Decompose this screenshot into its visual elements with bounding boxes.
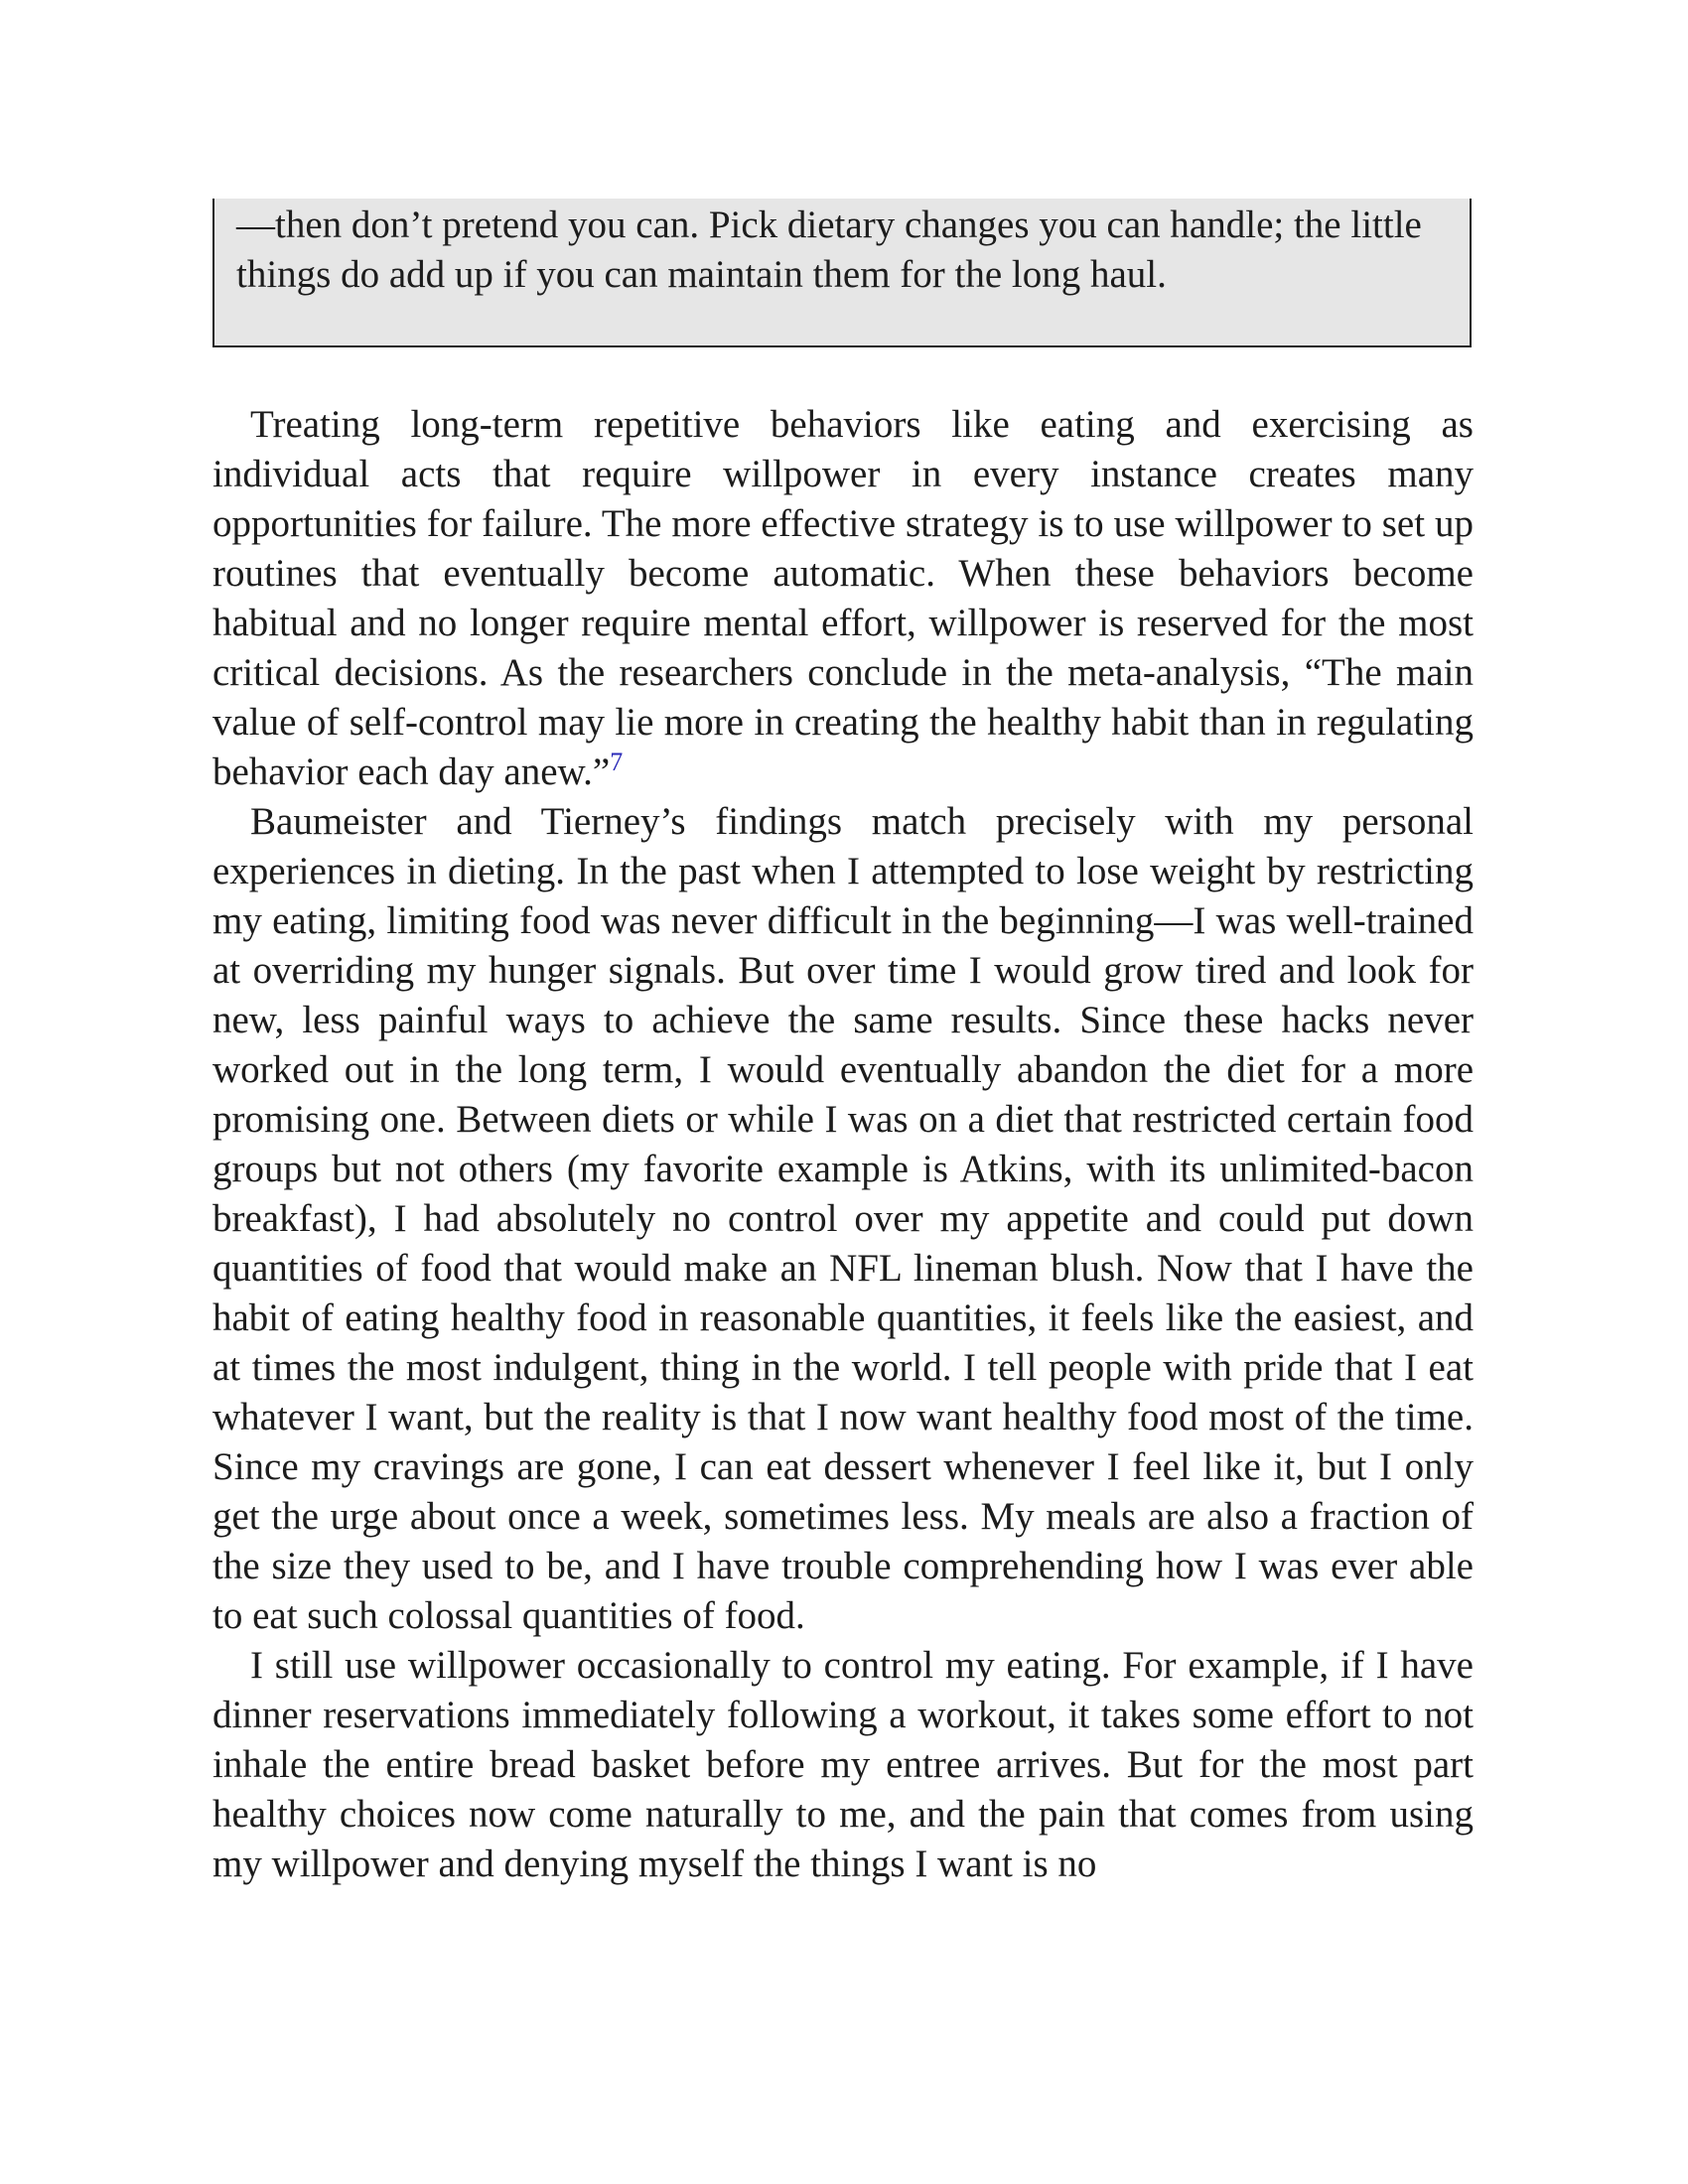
paragraph-2: Baumeister and Tierney’s findings match precisely with my personal experiences in dieting. In the past when I attempted to lose weight by restricting my eating, limiting food was never difficult in the beginning—I was well-trained at overriding my hunger signals. But over time I would grow tired and look for new, less painful ways to achieve the same results. Since these hacks never worked out in the long term, I would eventually abandon the diet for a more promising one. Between diets or while I was on a diet that restricted certain food groups but not others (my favorite example is Atkins, with its unlimited-bacon breakfast), I had absolutely no control over my appetite and could put down quantities of food that would make an NFL lineman blush. Now that I have the habit of eating healthy food in reasonable quantities, it feels like the easiest, and at times the most indulgent, thing in the world. I tell people with pride that I eat whatever I want, but the reality is that I now want healthy food most of the time. Since my cravings are gone, I can eat dessert whenever I feel like it, but I only get the urge about once a week, sometimes less. My meals are also a fraction of the size they used to be, and I have trouble comprehending how I was ever able to eat such colossal quantities of food. <box>212 800 1474 1637</box>
footnote-link-7[interactable]: 7 <box>610 748 624 776</box>
tip-box <box>212 199 1472 347</box>
body-text <box>212 400 1474 1889</box>
paragraph-1-text: Treating long-term repetitive behaviors like eating and exercising as individual acts that require willpower in every instance creates many opportunities for failure. The more effective strategy is to use willpower to set up routines that eventually become automatic. When these behaviors become habitual and no longer require mental effort, willpower is reserved for the most critical decisions. As the researchers conclude in the meta-analysis, “The main value of self-control may lie more in creating the healthy habit than in regulating behavior each day anew.” <box>212 403 1474 793</box>
tip-box-text: —then don’t pretend you can. Pick dietary changes you can handle; the little things do add up if you can maintain them for the long haul. <box>236 204 1422 296</box>
paragraph-1 <box>212 400 1474 797</box>
paragraph-3: I still use willpower occasionally to control my eating. For example, if I have dinner reservations immediately following a workout, it takes some effort to not inhale the entire bread basket before my entree arrives. But for the most part healthy choices now come naturally to me, and the pain that comes from using my willpower and denying myself the things I want is no <box>212 1644 1474 1885</box>
